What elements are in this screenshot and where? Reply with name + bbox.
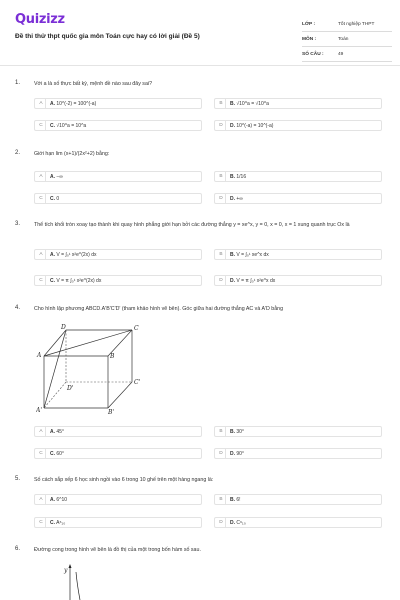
option-d[interactable] [214,193,382,204]
graph-y-label: y [64,567,68,574]
option-value: 6^10 [56,496,68,503]
cube-label-c: C [134,325,139,332]
option-value: −∞ [56,173,63,180]
option-letter: C [37,449,46,458]
meta-row-class [302,17,392,32]
option-letter: B [217,99,226,108]
meta-key: MÔN : [302,36,317,42]
meta-table [302,17,392,62]
option-letter: B [217,427,226,436]
cube-label-b: B [110,353,115,360]
option-d[interactable] [214,517,382,528]
option-value: 10^(-2) = 100^(-a) [56,100,97,107]
option-b[interactable] [214,171,382,182]
option-b[interactable] [214,249,382,260]
option-letter: B [217,250,226,259]
quizizz-logo: Quizizz [15,12,65,27]
option-letter: C [37,194,46,203]
option-c[interactable] [34,193,202,204]
option-letter: C [37,121,46,130]
option-value: 0 [56,195,60,202]
option-letter: A [37,427,46,436]
question-text: Thể tích khối tròn xoay tạo thành khi quay hình phẳng giới hạn bởi các đường thẳng y = xe^x, y = 0, x = 0, x = 1 xung quanh trục Ox là [34,222,350,228]
option-c[interactable] [34,120,202,131]
question-text: Cho hình lập phương ABCD.A'B'C'D' (tham khảo hình vẽ bên). Góc giữa hai đường thẳng AC và A'D bằng [34,306,284,312]
option-a[interactable] [34,494,202,505]
option-d[interactable] [214,448,382,459]
meta-row-subject [302,32,392,47]
option-value: A⁶₁₀ [56,519,66,526]
option-label: A. [50,251,55,258]
option-letter: A [37,172,46,181]
meta-key: SỐ CÂU : [302,51,324,57]
option-label: C. [50,277,55,284]
option-value: √10^a = √10^a [236,100,269,107]
option-b[interactable] [214,494,382,505]
option-value: +∞ [236,195,243,202]
option-letter: C [37,518,46,527]
option-label: D. [230,122,235,129]
option-label: B. [230,100,235,107]
cube-label-a: A [37,352,42,359]
option-value: 45° [56,428,64,435]
meta-value: Tốt nghiệp THPT [338,21,375,27]
option-label: D. [230,450,235,457]
meta-value: Toán [338,36,349,42]
cube-figure [36,324,146,414]
option-label: D. [230,195,235,202]
option-label: A. [50,496,55,503]
option-c[interactable] [34,517,202,528]
question-number: 1. [15,80,21,86]
option-letter: D [217,276,226,285]
question-number: 2. [15,150,21,156]
option-value: 6! [236,496,241,503]
option-value: 90° [236,450,244,457]
option-letter: D [217,121,226,130]
option-letter: C [37,276,46,285]
option-value: V = π ∫₀¹ x²e^(2x) dx [56,277,102,284]
option-a[interactable] [34,98,202,109]
option-letter: D [217,449,226,458]
option-letter: D [217,194,226,203]
question-number: 4. [15,305,21,311]
question-text: Với a là số thực bất kỳ, mệnh đề nào sau đây sai? [34,81,153,87]
question-text: Giới hạn lim (x+1)/(2x²+2) bằng: [34,151,110,157]
question-number: 6. [15,546,21,552]
cube-label-d-prime: D' [67,385,74,392]
meta-value: 49 [338,51,344,57]
option-a[interactable] [34,171,202,182]
cube-label-d: D [61,324,66,331]
option-label: B. [230,251,235,258]
cube-label-b-prime: B' [108,409,115,414]
option-value: V = ∫₀¹ x²e^(2x) dx [56,251,97,258]
option-b[interactable] [214,426,382,437]
option-letter: A [37,495,46,504]
option-d[interactable] [214,275,382,286]
option-label: C. [50,519,55,526]
function-graph [36,562,116,600]
option-label: C. [50,122,55,129]
option-label: A. [50,428,55,435]
option-value: √10^a = 10^a [56,122,87,129]
option-label: A. [50,173,55,180]
page-header [0,0,400,66]
option-label: B. [230,496,235,503]
option-label: C. [50,450,55,457]
question-number: 5. [15,476,21,482]
option-label: B. [230,173,235,180]
option-a[interactable] [34,249,202,260]
option-label: C. [50,195,55,202]
option-c[interactable] [34,275,202,286]
option-label: B. [230,428,235,435]
document-title: Đề thi thử thpt quốc gia môn Toán cực hay có lời giải (Đề 5) [15,33,200,40]
option-value: 30° [236,428,244,435]
option-d[interactable] [214,120,382,131]
meta-key: LỚP : [302,21,316,27]
option-letter: D [217,518,226,527]
option-value: V = ∫₀¹ xe^x dx [236,251,269,258]
cube-label-c-prime: C' [134,379,141,386]
cube-label-a-prime: A' [36,407,42,414]
option-value: C⁶₁₀ [236,519,246,526]
option-letter: A [37,250,46,259]
option-value: V = π ∫₀¹ x²e^x dx [236,277,276,284]
option-label: A. [50,100,55,107]
question-number: 3. [15,221,21,227]
option-letter: B [217,495,226,504]
option-label: D. [230,519,235,526]
question-text: Số cách sắp xếp 6 học sinh ngồi vào 6 trong 10 ghế trên một hàng ngang là: [34,477,214,483]
option-value: 1/16 [236,173,247,180]
option-value: 10^(-a) = 10^(-a) [236,122,274,129]
option-b[interactable] [214,98,382,109]
option-letter: A [37,99,46,108]
meta-row-count [302,47,392,62]
option-a[interactable] [34,426,202,437]
option-letter: B [217,172,226,181]
question-text: Đường cong trong hình vẽ bên là đồ thị của một trong bốn hàm số sau. [34,547,201,553]
option-value: 60° [56,450,64,457]
option-c[interactable] [34,448,202,459]
option-label: D. [230,277,235,284]
